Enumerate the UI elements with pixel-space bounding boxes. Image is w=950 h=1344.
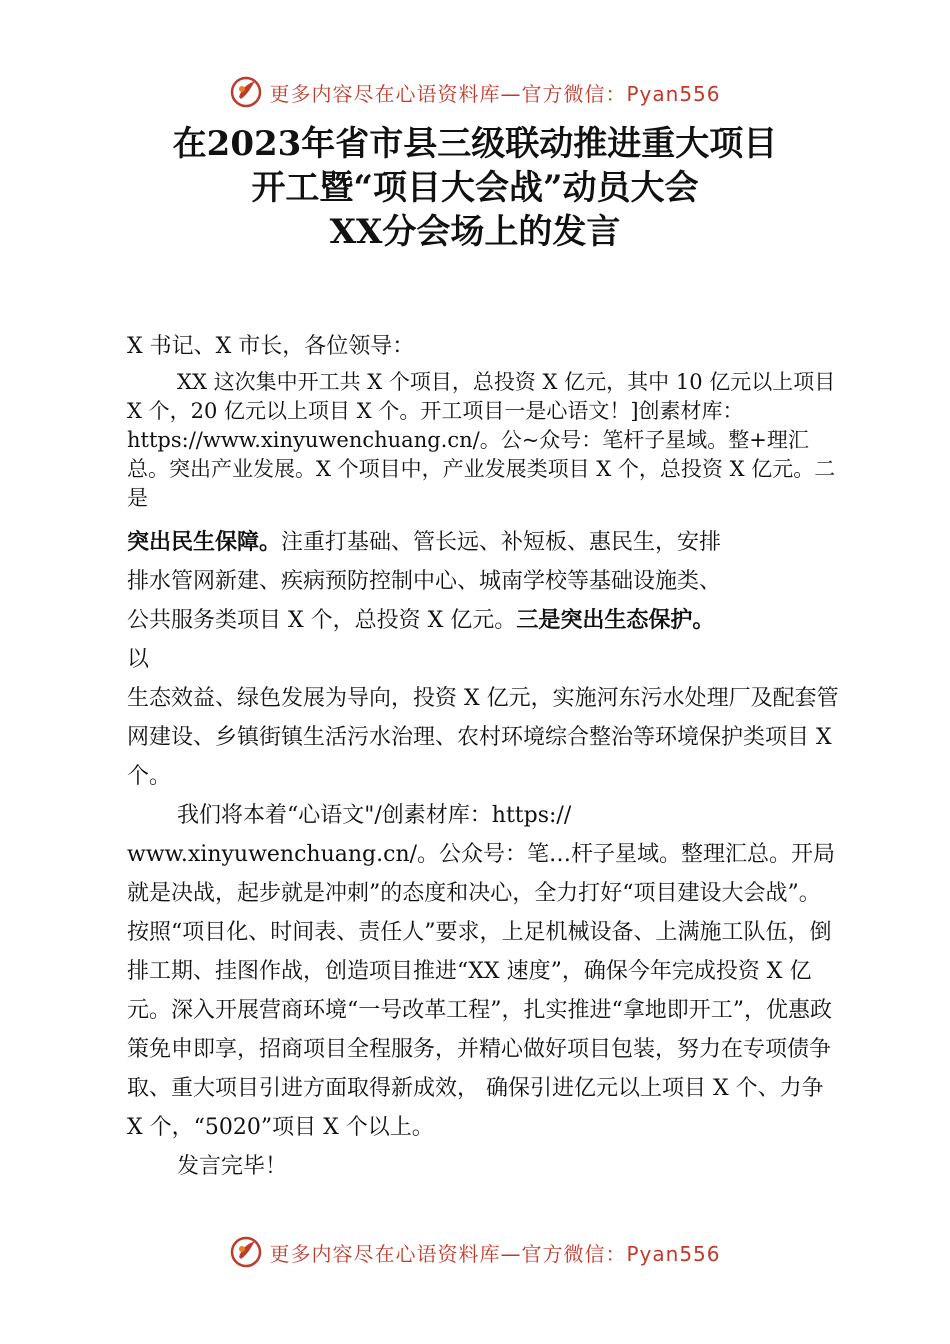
footer-banner bbox=[0, 1232, 950, 1272]
paragraph-1: XX 这次集中开工共 X 个项目，总投资 X 亿元，其中 10 亿元以上项目 X 个，20 亿元以上项目 X 个。开工项目一是心语文！]创素材库：https://www.xinyuwenchuang.cn/。公~众号：笔杆子星域。整+理汇总。突出产业发展。X 个项目中，产业发展类项目 X 个，总投资 X 亿元。二是 bbox=[127, 370, 836, 510]
page-title bbox=[0, 122, 950, 254]
header-banner bbox=[0, 72, 950, 112]
speech-body bbox=[127, 327, 839, 1186]
title-line-1: 在2023年省市县三级联动推进重大项目 bbox=[172, 124, 778, 164]
paragraph-4-line-1: 我们将本着“心语文"/创素材库：https:// bbox=[177, 803, 572, 828]
paragraph-2-line-2: 排水管网新建、疾病预防控制中心、城南学校等基础设施类、 bbox=[127, 569, 722, 594]
logo-icon bbox=[229, 75, 263, 109]
banner-text: 更多内容尽在心语资料库—官方微信： bbox=[269, 1241, 627, 1266]
paragraph-2-highlight-2: 三是突出生态保护。 bbox=[516, 608, 715, 633]
paragraph-4: www.xinyuwenchuang.cn/。公众号：笔…杆子星域。整理汇总。开局就是决战，起步就是冲刺”的态度和决心，全力打好“项目建设大会战”。按照“项目化、时间表、责任人”要求，上足机械设备、上满施工队伍，倒排工期、挂图作战，创造项目推进“XX 速度”，确保今年完成投资 X 亿元。深入开展营商环境“一号改革工程”，扎实推进“拿地即开工”，优惠政策免申即享，招商项目全程服务，并精心做好项目包装，努力在专项债争取、重大项目引进方面取得新成效， 确保引进亿元以上项目 X 个、力争 X 个，“5020”项目 X 个以上。 bbox=[127, 842, 836, 1140]
logo-icon bbox=[229, 1235, 263, 1269]
paragraph-2-highlight: 突出民生保障。 bbox=[127, 530, 282, 555]
closing: 发言完毕！ bbox=[177, 1154, 288, 1179]
paragraph-3: 生态效益、绿色发展为导向，投资 X 亿元，实施河东污水处理厂及配套管网建设、乡镇街镇生活污水治理、农村环境综合整治等环境保护类项目 X 个。 bbox=[127, 686, 839, 789]
paragraph-2-text: 注重打基础、管长远、补短板、惠民生，安排 bbox=[281, 530, 722, 555]
title-line-3: XX分会场上的发言 bbox=[329, 212, 621, 252]
banner-wechat-id: Pyan556 bbox=[626, 1241, 721, 1266]
banner-wechat-id: Pyan556 bbox=[626, 81, 721, 106]
banner-text: 更多内容尽在心语资料库—官方微信： bbox=[269, 81, 627, 106]
paragraph-2 bbox=[127, 523, 839, 679]
paragraph-2-line-4: 以 bbox=[127, 647, 150, 672]
title-line-2: 开工暨“项目大会战”动员大会 bbox=[251, 168, 699, 208]
salutation: X 书记、X 市长，各位领导： bbox=[127, 334, 415, 359]
paragraph-2-line-3: 公共服务类项目 X 个，总投资 X 亿元。 bbox=[127, 608, 517, 633]
